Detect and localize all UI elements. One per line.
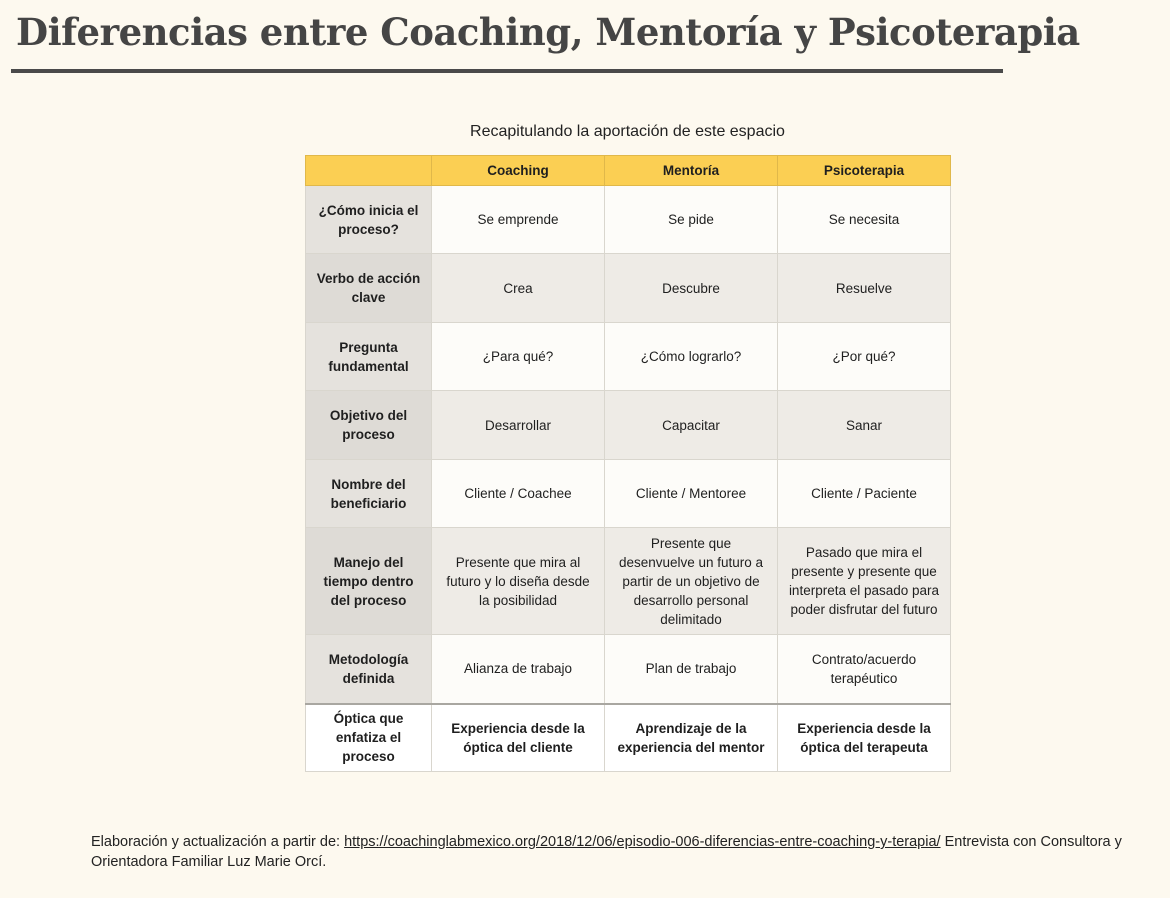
table-row <box>306 528 951 635</box>
row-label: Manejo del tiempo dentro del proceso <box>306 528 432 635</box>
table-cell: Experiencia desde la óptica del cliente <box>432 704 605 772</box>
row-label: Objetivo del proceso <box>306 391 432 460</box>
table-cell: Alianza de trabajo <box>432 635 605 704</box>
table-cell: Cliente / Coachee <box>432 460 605 528</box>
table-cell: Cliente / Paciente <box>778 460 951 528</box>
table-row <box>306 323 951 391</box>
page-title: Diferencias entre Coaching, Mentoría y Psicoterapia <box>16 10 1080 54</box>
table-row <box>306 254 951 323</box>
table-cell: Cliente / Mentoree <box>605 460 778 528</box>
row-label: Pregunta fundamental <box>306 323 432 391</box>
header-psicoterapia: Psicoterapia <box>778 156 951 186</box>
row-label: Nombre del beneficiario <box>306 460 432 528</box>
table-cell: Pasado que mira el presente y presente que interpreta el pasado para poder disfrutar del futuro <box>778 528 951 635</box>
row-label: Óptica que enfatiza el proceso <box>306 704 432 772</box>
table-row <box>306 635 951 704</box>
table-cell: Presente que desenvuelve un futuro a partir de un objetivo de desarrollo personal delimitado <box>605 528 778 635</box>
table-cell: Plan de trabajo <box>605 635 778 704</box>
header-coaching: Coaching <box>432 156 605 186</box>
table-cell: Se necesita <box>778 186 951 254</box>
row-label: Verbo de acción clave <box>306 254 432 323</box>
table-cell: Crea <box>432 254 605 323</box>
source-footnote <box>91 832 1131 872</box>
table-cell: Aprendizaje de la experiencia del mentor <box>605 704 778 772</box>
source-link[interactable]: https://coachinglabmexico.org/2018/12/06/episodio-006-diferencias-entre-coaching-y-terapia/ <box>344 834 941 850</box>
table-caption: Recapitulando la aportación de este espacio <box>470 123 785 140</box>
table-cell: ¿Para qué? <box>432 323 605 391</box>
table-cell: Capacitar <box>605 391 778 460</box>
table-cell: Experiencia desde la óptica del terapeuta <box>778 704 951 772</box>
table-header-row <box>306 156 951 186</box>
comparison-table <box>305 155 951 772</box>
footnote-suffix: Entrevista con Consultora y Orientadora Familiar Luz Marie Orcí. <box>91 834 1122 870</box>
row-label: Metodología definida <box>306 635 432 704</box>
title-divider <box>11 69 1003 73</box>
table-row <box>306 186 951 254</box>
table-cell: ¿Por qué? <box>778 323 951 391</box>
header-corner <box>306 156 432 186</box>
table-cell: Sanar <box>778 391 951 460</box>
table-cell: Se emprende <box>432 186 605 254</box>
table-row <box>306 704 951 772</box>
table-cell: Presente que mira al futuro y lo diseña desde la posibilidad <box>432 528 605 635</box>
table-cell: Descubre <box>605 254 778 323</box>
table-row <box>306 460 951 528</box>
row-label: ¿Cómo inicia el proceso? <box>306 186 432 254</box>
table-cell: Se pide <box>605 186 778 254</box>
table-row <box>306 391 951 460</box>
header-mentoria: Mentoría <box>605 156 778 186</box>
table-cell: ¿Cómo lograrlo? <box>605 323 778 391</box>
table-cell: Contrato/acuerdo terapéutico <box>778 635 951 704</box>
table-cell: Desarrollar <box>432 391 605 460</box>
footnote-prefix: Elaboración y actualización a partir de: <box>91 834 345 850</box>
table-cell: Resuelve <box>778 254 951 323</box>
